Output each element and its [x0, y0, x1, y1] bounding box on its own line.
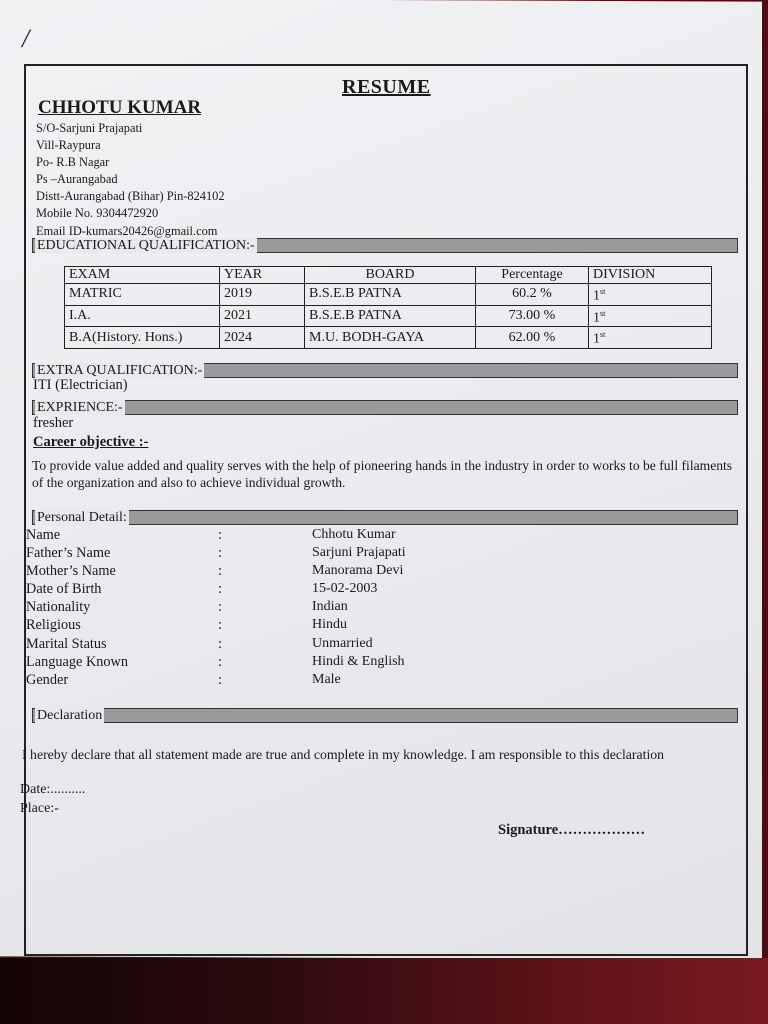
pen-mark: /	[22, 24, 30, 53]
table-cell	[589, 284, 712, 306]
detail-value: 15-02-2003	[312, 581, 378, 597]
division-suffix: st	[600, 287, 606, 296]
table-cell: 2024	[220, 327, 305, 349]
table-cell: 2021	[220, 305, 305, 327]
table-cell: 2019	[220, 284, 305, 306]
table-row	[65, 305, 712, 327]
detail-value: Manorama Devi	[312, 563, 404, 579]
address-line: Mobile No. 9304472920	[36, 206, 159, 221]
extra-qualification-text: ITI (Electrician)	[33, 377, 128, 393]
division-value: 1	[593, 310, 600, 326]
detail-label: Religious	[26, 617, 81, 634]
table-cell: 60.2 %	[476, 284, 589, 306]
table-cell: M.U. BODH-GAYA	[305, 327, 476, 349]
table-cell: I.A.	[65, 305, 220, 327]
table-cell	[589, 305, 712, 327]
detail-row	[26, 544, 526, 562]
detail-colon: :	[218, 527, 222, 543]
detail-row	[26, 526, 526, 544]
detail-row	[26, 616, 526, 634]
address-line: Po- R.B Nagar	[36, 155, 110, 170]
table-header-cell: DIVISION	[589, 267, 712, 284]
detail-row	[26, 653, 526, 671]
division-value: 1	[593, 331, 600, 347]
detail-colon: :	[218, 671, 222, 688]
detail-label: Nationality	[26, 599, 91, 616]
table-row	[65, 284, 712, 306]
detail-value: Unmarried	[312, 635, 373, 651]
detail-label: Father’s Name	[26, 545, 111, 562]
detail-value: Hindu	[312, 617, 347, 633]
detail-colon: :	[218, 617, 222, 634]
place-label: Place:-	[20, 801, 59, 816]
career-objective-text: To provide value added and quality serves with the help of pioneering hands in the industry in order to works to be full filaments of the organization and also to achieve individual growth.	[32, 458, 733, 490]
detail-colon: :	[218, 581, 222, 598]
background-surface	[0, 958, 768, 1024]
table-header-cell: EXAM	[65, 267, 220, 284]
detail-row	[26, 671, 526, 689]
division-suffix: st	[600, 308, 606, 318]
page-title: RESUME	[342, 76, 431, 98]
signature-label: Signature………………	[498, 822, 646, 838]
detail-colon: :	[218, 563, 222, 580]
detail-colon: :	[218, 599, 222, 616]
address-line: Email ID-kumars20426@gmail.com	[36, 223, 218, 238]
section-title: EXPRIENCE:-	[37, 400, 123, 415]
education-table	[64, 266, 712, 349]
table-cell: 73.00 %	[476, 305, 589, 327]
address-block	[36, 120, 225, 240]
section-header-declaration	[32, 708, 738, 723]
section-title: EDUCATIONAL QUALIFICATION:-	[37, 238, 255, 253]
division-suffix: st	[600, 330, 606, 340]
section-title: EXTRA QUALIFICATION:-	[37, 363, 203, 378]
detail-colon: :	[218, 545, 222, 562]
section-header-education	[32, 238, 738, 253]
detail-value: Indian	[312, 599, 348, 615]
table-cell: B.S.E.B PATNA	[305, 284, 476, 306]
table-header-cell: BOARD	[305, 267, 476, 284]
address-line: Distt-Aurangabad (Bihar) Pin-824102	[36, 189, 225, 204]
address-line: S/O-Sarjuni Prajapati	[36, 121, 143, 135]
detail-label: Gender	[26, 671, 69, 688]
detail-label: Mother’s Name	[26, 563, 116, 580]
candidate-name: CHHOTU KUMAR	[38, 97, 202, 118]
table-header-row	[65, 267, 712, 284]
detail-label: Date of Birth	[26, 581, 102, 598]
table-row	[65, 327, 712, 349]
detail-label: Marital Status	[26, 635, 107, 652]
declaration-text: I hereby declare that all statement made are true and complete in my knowledge. I am responsible to this declaration	[22, 747, 665, 762]
section-title: Declaration	[37, 708, 103, 723]
date-label: Date:..........	[20, 782, 86, 797]
detail-value: Hindi & English	[312, 653, 405, 669]
detail-row	[26, 580, 526, 598]
detail-value: Male	[312, 671, 341, 687]
division-value: 1	[593, 288, 600, 304]
table-cell: B.A(History. Hons.)	[65, 327, 220, 349]
detail-row	[26, 562, 526, 580]
address-line: Ps –Aurangabad	[36, 172, 118, 187]
table-cell: 62.00 %	[476, 327, 589, 349]
section-header-extra	[32, 363, 738, 378]
detail-value: Sarjuni Prajapati	[312, 545, 406, 561]
section-header-experience	[32, 400, 738, 415]
detail-row	[26, 635, 526, 653]
career-objective-heading: Career objective :-	[33, 434, 149, 450]
detail-colon: :	[218, 653, 222, 670]
personal-details	[26, 526, 526, 689]
experience-text: fresher	[33, 415, 74, 431]
table-header-cell: YEAR	[220, 267, 305, 284]
section-title: Personal Detail:	[37, 510, 127, 525]
detail-label: Name	[26, 527, 61, 543]
address-line: Vill-Raypura	[36, 138, 101, 153]
detail-value: Chhotu Kumar	[312, 527, 396, 542]
section-header-personal	[32, 510, 738, 525]
detail-colon: :	[218, 635, 222, 652]
detail-row	[26, 598, 526, 616]
table-cell	[589, 327, 712, 349]
table-cell: B.S.E.B PATNA	[305, 305, 476, 327]
table-header-cell: Percentage	[476, 267, 589, 284]
detail-label: Language Known	[26, 653, 129, 670]
table-cell: MATRIC	[65, 284, 220, 306]
